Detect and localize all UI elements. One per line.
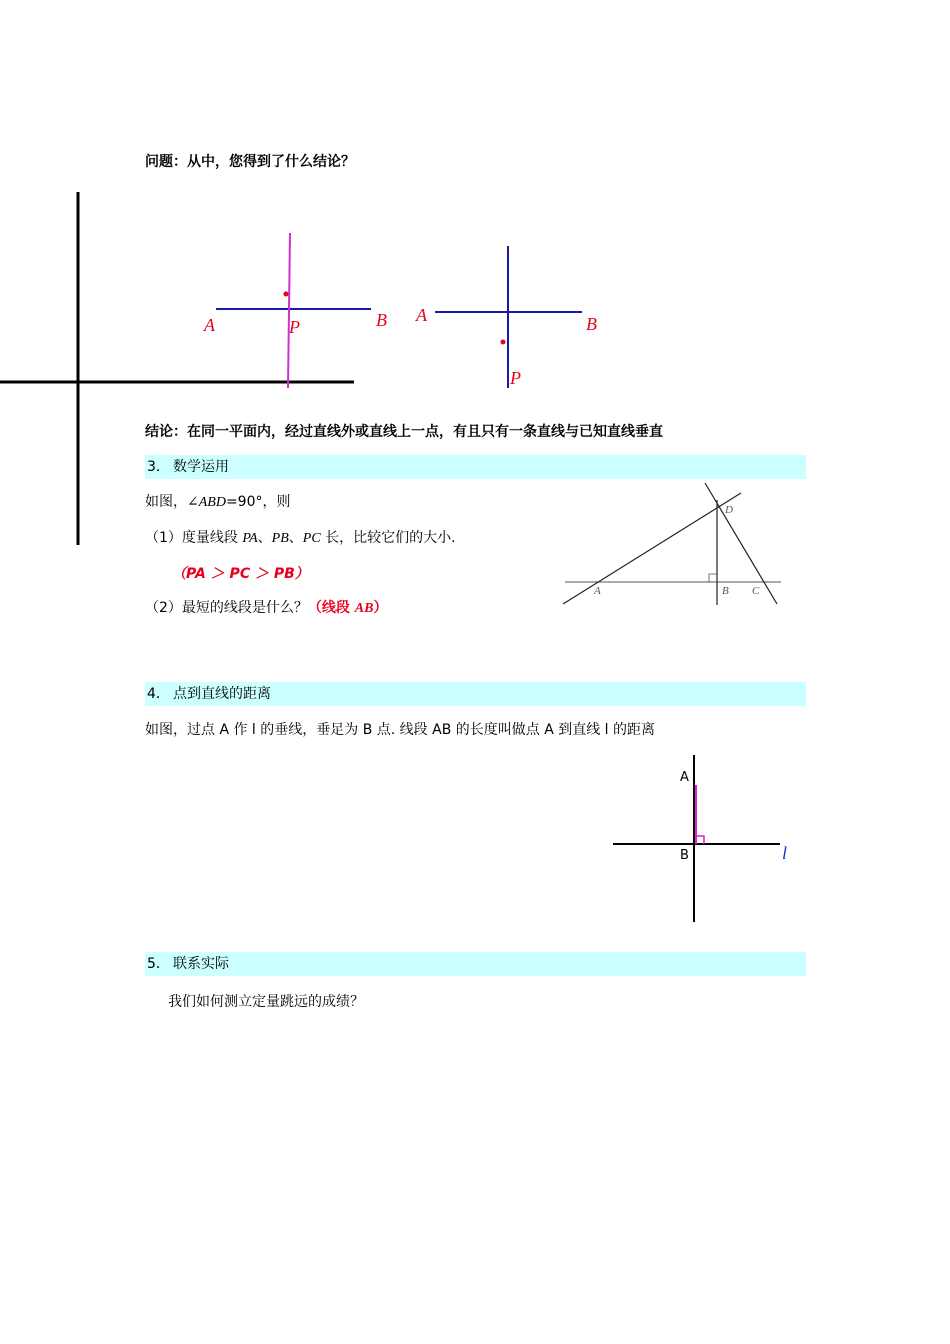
q2-text: （2）最短的线段是什么？ [145,600,308,616]
section-4-number: 4． [147,686,170,702]
label-b: B [722,585,729,597]
label-l: l [782,843,788,863]
right-angle-mark [696,836,704,844]
intro-suffix: =90°，则 [225,494,291,510]
section-4-title: 点到直线的距离 [173,686,271,702]
figure-point-line-distance [610,750,800,930]
fig1-label-b: B [376,310,387,330]
label-a: A [680,770,689,785]
section-4-header [145,682,806,706]
label-b: B [680,848,689,863]
fig2-label-a: A [416,305,427,325]
label-a: A [594,585,601,597]
label-c: C [752,585,760,597]
figure-perpendicular-point-off-line [410,240,610,400]
q1-pa: PA [242,531,258,546]
section-5-number: 5． [147,956,170,972]
fig1-label-a: A [204,315,215,335]
q1-pc: PC [302,531,321,546]
q1-prefix: （1）度量线段 [145,530,243,546]
section-3-number: 3． [147,459,170,475]
fig2-label-b: B [586,314,597,334]
section-3-header [145,455,806,479]
a2-prefix: （线段 [307,600,355,616]
intro-prefix: 如图， [145,494,187,510]
q1-suffix: 长，比较它们的大小. [320,530,456,546]
section-5-text: 我们如何测立定量跳远的成绩？ [168,994,364,1010]
q1-sep-1: 、 [257,530,272,546]
section-4-text: 如图，过点 A 作 l 的垂线，垂足为 B 点. 线段 AB 的长度叫做点 A 到直线 l 的距离 [145,722,656,738]
fig2-label-p: P [510,368,521,388]
section-3-intro [145,492,291,513]
line-ad [563,493,741,604]
q1-pb: PB [271,531,289,546]
section-5-title: 联系实际 [173,956,229,972]
a2-suffix: ） [373,600,388,616]
label-d: D [725,504,733,516]
section-3-answer-1: （PA ＞ PC ＞ PB） [172,566,309,582]
conclusion-text: 结论：在同一平面内，经过直线外或直线上一点，有且只有一条直线与已知直线垂直 [145,424,663,440]
section-3-question-2 [145,598,387,619]
fig1-point [284,292,289,297]
section-3-title: 数学运用 [173,459,229,475]
figure-triangle-abd [560,480,790,610]
fig1-label-p: P [289,317,300,337]
a2-ab: AB [354,601,374,616]
figure-perpendicular-point-on-line [195,225,395,395]
right-angle-mark [709,574,717,582]
line-cd [705,483,777,604]
question-text: 问题：从中，您得到了什么结论？ [145,154,355,170]
q1-sep-2: 、 [288,530,303,546]
fig2-point [501,340,506,345]
intro-angle: ∠ABD [187,495,226,510]
section-5-header [145,952,806,976]
section-3-question-1 [145,528,456,549]
fig1-perpendicular [288,233,290,388]
